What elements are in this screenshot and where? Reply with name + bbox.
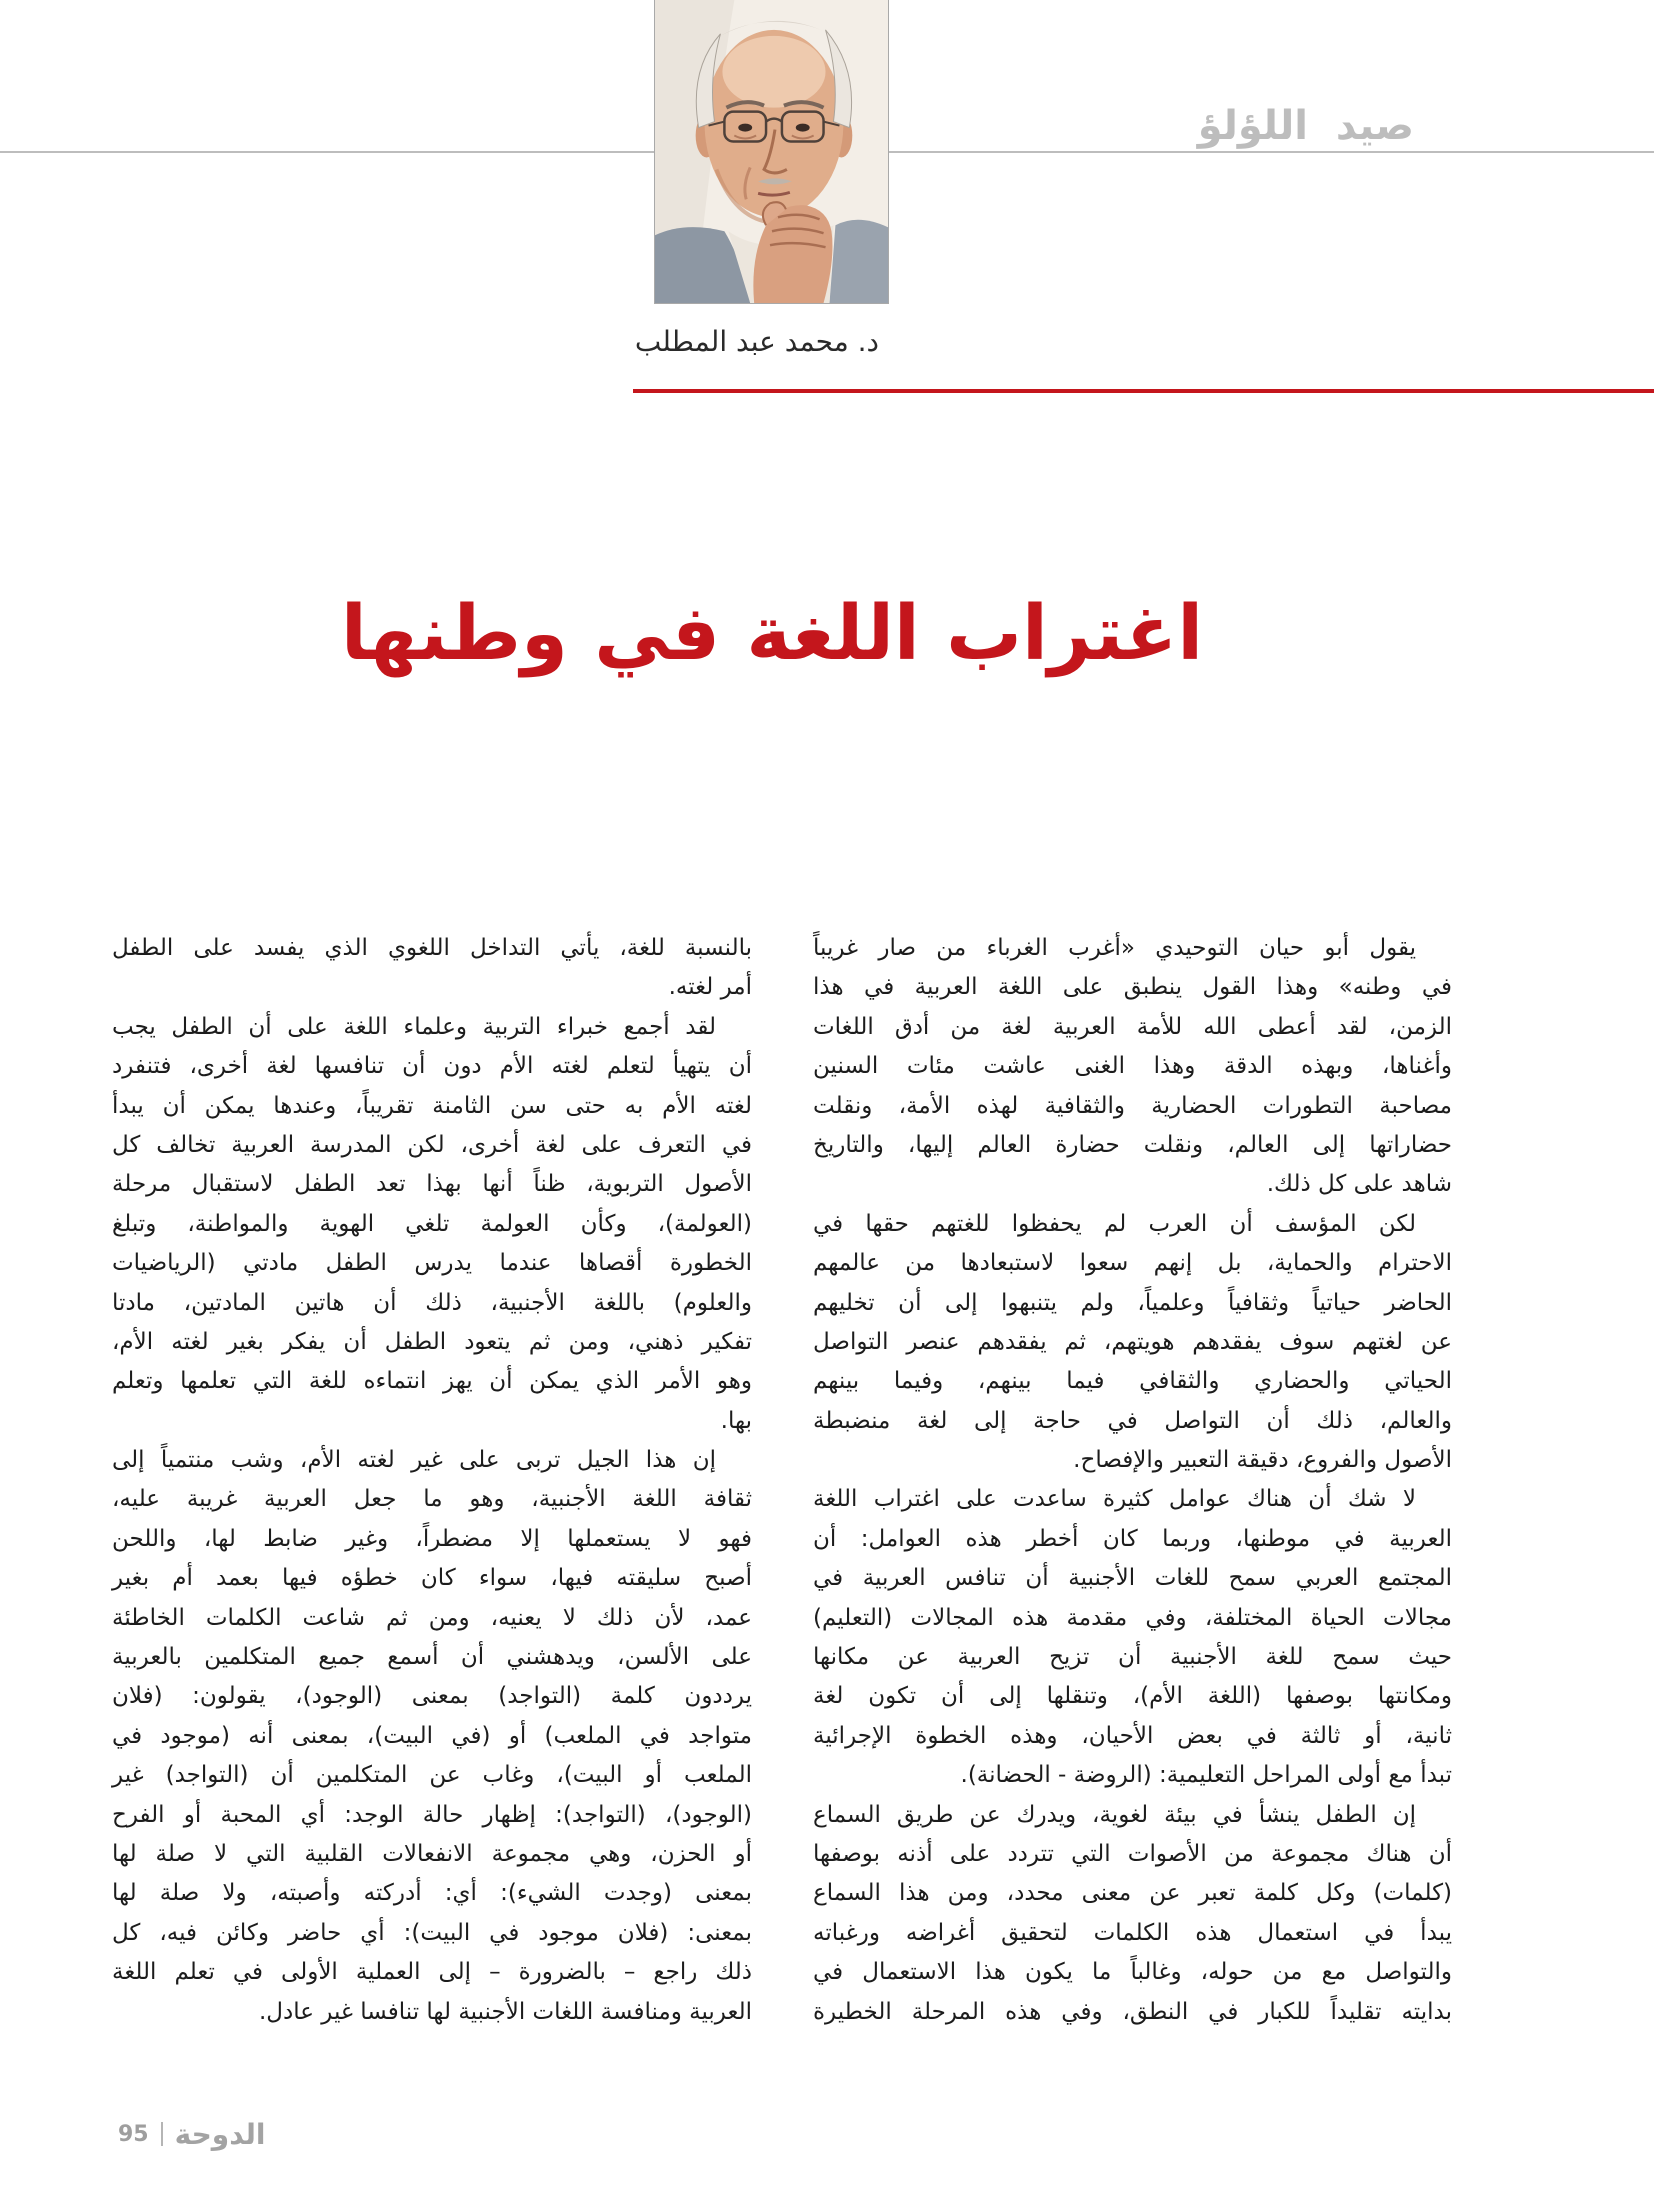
text-line: ذلك راجع – بالضرورة – إلى العملية الأولى في تعلم اللغة — [112, 1959, 752, 1986]
paragraph — [112, 1008, 752, 1441]
text-line: أن يتهيأ لتعلم لغته الأم دون أن تنافسها لغة أخرى، فتنفرد — [112, 1053, 752, 1080]
text-line: مجالات الحياة المختلفة، وفي مقدمة هذه المجالات (التعليم) — [813, 1604, 1452, 1631]
text-line: أن هناك مجموعة من الأصوات التي تتردد على أذنه بوصفها — [813, 1840, 1452, 1867]
text-column-left — [112, 929, 752, 2032]
text-line: يرددون كلمة (التواجد) بمعنى (الوجود)، يقولون: (فلان — [112, 1683, 752, 1710]
paragraph — [813, 1480, 1452, 1795]
text-line: لا شك أن هناك عوامل كثيرة ساعدت على اغتراب اللغة — [813, 1486, 1416, 1513]
portrait-eye-left — [738, 124, 752, 132]
text-line: وأغناها، وبهذه الدقة وهذا الغنى عاشت مئات السنين — [813, 1053, 1452, 1080]
text-line: والتواصل مع من حوله، وغالباً ما يكون هذا الاستعمال في — [813, 1959, 1452, 1986]
text-line: بالنسبة للغة، يأتي التداخل اللغوي الذي يفسد على الطفل — [112, 935, 752, 961]
text-line: بمعنى (وجدت الشيء): أي: أدركته وأصبته، ولا صلة لها — [112, 1880, 752, 1907]
portrait-illustration — [655, 0, 888, 303]
author-name: د. محمد عبد المطلب — [634, 325, 879, 358]
portrait-forehead — [722, 36, 825, 108]
text-line: لغته الأم به حتى سن الثامنة تقريباً، وعندها يمكن أن يبدأ — [112, 1092, 752, 1119]
text-line: لكن المؤسف أن العرب لم يحفظوا للغتهم حقها في — [813, 1210, 1416, 1237]
text-line: تفكير ذهني، ومن ثم يتعود الطفل أن يفكر بغير لغته الأم، — [112, 1328, 752, 1355]
text-line: أمر لغته. — [668, 974, 752, 1001]
text-line: والعالم، ذلك أن التواصل في حاجة إلى لغة منضبطة — [813, 1407, 1452, 1434]
text-line: عمد، لأن ذلك لا يعنيه، ومن ثم شاعت الكلمات الخاطئة — [112, 1604, 752, 1631]
text-line: لقد أجمع خبراء التربية وعلماء اللغة على أن الطفل يجب — [112, 1013, 716, 1040]
text-line: وهو الأمر الذي يمكن أن يهز انتماءه للغة التي تعلمها وتعلم — [112, 1368, 752, 1395]
text-line: ثانية، أو ثالثة في بعض الأحيان، وهذه الخطوة الإجرائية — [813, 1722, 1452, 1749]
article-title: اغتراب اللغة في وطنها — [340, 589, 1204, 677]
author-underline — [633, 389, 1654, 393]
text-line: يبدأ في استعمال هذه الكلمات لتحقيق أغراضه ورغباته — [813, 1919, 1452, 1946]
page-footer — [118, 2116, 265, 2152]
text-line: الاحترام والحماية، بل إنهم سعوا لاستبعادها من عالمهم — [813, 1250, 1452, 1277]
text-line: إن الطفل ينشأ في بيئة لغوية، ويدرك عن طريق السماع — [813, 1801, 1416, 1828]
paragraph — [112, 929, 752, 1008]
text-line: (كلمات) وكل كلمة تعبر عن معنى محدد، ومن هذا السماع — [813, 1880, 1452, 1907]
magazine-logo: الدوحة — [174, 2117, 266, 2151]
text-line: الملعب أو البيت)، وغاب عن المتكلمين أن (التواجد) غير — [112, 1762, 752, 1789]
text-line: حضاراتها إلى العالم، ونقلت حضارة العالم إليها، والتاريخ — [813, 1131, 1452, 1158]
author-portrait — [654, 0, 889, 304]
text-line: شاهد على كل ذلك. — [1266, 1171, 1452, 1198]
text-line: بدايته تقليداً للكبار في النطق، وفي هذه المرحلة الخطيرة — [813, 1998, 1452, 2025]
text-line: ومكانتها بوصفها (اللغة الأم)، وتنقلها إلى أن تكون لغة — [813, 1683, 1452, 1710]
portrait-jacket-right — [830, 220, 888, 303]
text-line: بمعنى: (فلان موجود في البيت): أي حاضر وكائن فيه، كل — [112, 1919, 752, 1946]
text-line: مصاحبة التطورات الحضارية والثقافية لهذه الأمة، ونقلت — [813, 1092, 1452, 1119]
text-line: فهو لا يستعملها إلا مضطراً، وغير ضابط لها، واللحن — [112, 1525, 752, 1552]
text-line: على الألسن، ويدهشني أن أسمع جميع المتكلمين بالعربية — [112, 1644, 752, 1671]
text-line: بها. — [720, 1407, 752, 1434]
text-line: الخطورة أقصاها عندما يدرس الطفل مادتي (الرياضيات — [112, 1250, 752, 1277]
text-line: إن هذا الجيل تربى على غير لغته الأم، وشب منتمياً إلى — [112, 1447, 716, 1474]
text-line: المجتمع العربي سمح للغات الأجنبية أن تنافس العربية في — [813, 1565, 1452, 1592]
paragraph — [813, 1796, 1452, 2032]
text-line: أصبح سليقته فيها، سواء كان خطؤه فيها بعمد أم بغير — [112, 1565, 752, 1592]
text-line: تبدأ مع أولى المراحل التعليمية: (الروضة - الحضانة). — [960, 1762, 1452, 1789]
paragraph — [813, 1205, 1452, 1481]
text-line: والعلوم) باللغة الأجنبية، ذلك أن هاتين المادتين، مادتا — [112, 1289, 752, 1316]
text-line: العربية ومنافسة اللغات الأجنبية لها تنافسا غير عادل. — [258, 1998, 752, 2025]
text-line: ثقافة اللغة الأجنبية، وهو ما جعل العربية غريبة عليه، — [112, 1486, 752, 1513]
text-line: (العولمة)، وكأن العولمة تلغي الهوية والمواطنة، وتبلغ — [112, 1210, 752, 1237]
text-line: الزمن، لقد أعطى الله للأمة العربية لغة من أدق اللغات — [813, 1013, 1452, 1040]
text-line: العربية في موطنها، وربما كان أخطر هذه العوامل: أن — [813, 1525, 1452, 1552]
text-line: (الوجود)، (التواجد): إظهار حالة الوجد: أي المحبة أو الفرح — [112, 1801, 752, 1828]
text-line: يقول أبو حيان التوحيدي «أغرب الغرباء من صار غريباً — [813, 935, 1416, 961]
text-column-right — [813, 929, 1452, 2032]
paragraph — [112, 1441, 752, 2032]
text-line: الأصول والفروع، دقيقة التعبير والإفصاح. — [1073, 1447, 1452, 1474]
text-line: الحياتي والحضاري والثقافي فيما بينهم، وفيما بينهم — [813, 1368, 1452, 1395]
text-line: الأصول التربوية، ظناً أنها بهذا تعد الطفل لاستقبال مرحلة — [112, 1171, 752, 1198]
footer-divider — [161, 2122, 163, 2146]
section-title: صيد اللؤلؤ — [1197, 103, 1414, 149]
text-line: عن لغتهم سوف يفقدهم هويتهم، ثم يفقدهم عنصر التواصل — [813, 1328, 1452, 1355]
text-line: في وطنه» وهذا القول ينطبق على اللغة العربية في هذا — [813, 974, 1452, 1001]
text-line: أو الحزن، وهي مجموعة الانفعالات القلبية التي لا صلة لها — [112, 1840, 752, 1867]
paragraph — [813, 929, 1452, 1205]
text-line: في التعرف على لغة أخرى، لكن المدرسة العربية تخالف كل — [112, 1131, 752, 1158]
text-line: الحاضر حياتياً وثقافياً وعلمياً، ولم يتنبهوا إلى أن تخليهم — [813, 1289, 1452, 1316]
text-line: متواجد في الملعب) أو (في البيت)، بمعنى أنه (موجود في — [112, 1722, 752, 1749]
portrait-eye-right — [796, 124, 810, 132]
text-line: حيث سمح للغة الأجنبية أن تزيح العربية عن مكانها — [813, 1644, 1452, 1671]
page-number: 95 — [118, 2121, 149, 2147]
